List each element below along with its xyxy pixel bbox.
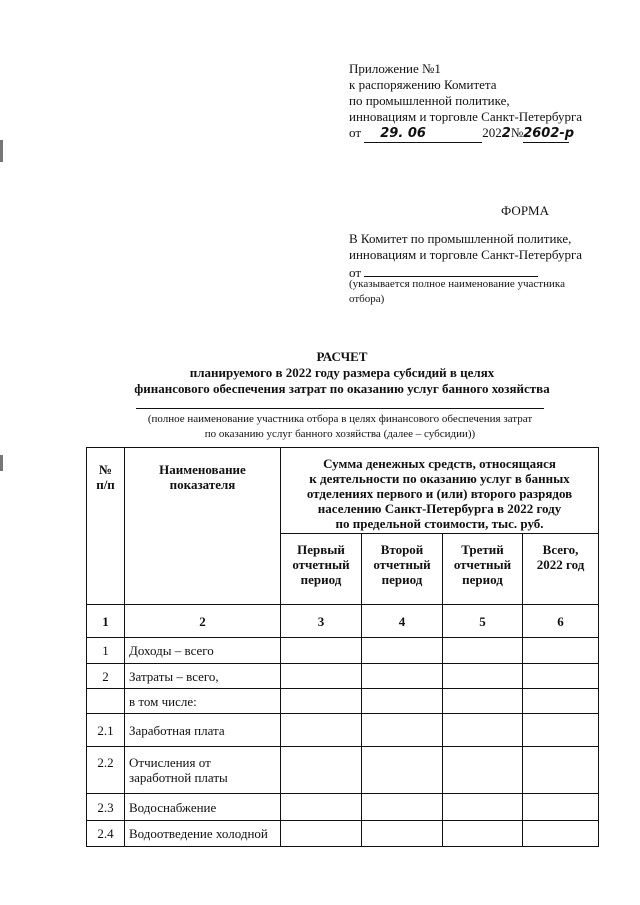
data-cell <box>362 747 443 794</box>
column-number: 2 <box>125 605 281 638</box>
header-period-line: отчетный <box>292 557 350 572</box>
data-cell <box>443 714 523 747</box>
data-cell <box>523 794 599 821</box>
header-group-line: Сумма денежных средств, относящаяся <box>323 456 556 471</box>
header-group-line: по предельной стоимости, тыс. руб. <box>335 516 544 531</box>
header-name-line: Наименование <box>159 462 246 477</box>
header-period-line: период <box>462 572 503 587</box>
data-cell <box>523 664 599 689</box>
row-label: в том числе: <box>125 689 281 714</box>
data-cell <box>281 689 362 714</box>
header-period-line: период <box>381 572 423 587</box>
data-cell <box>362 714 443 747</box>
header-group <box>281 448 599 534</box>
header-period-line: 2022 год <box>536 557 585 572</box>
handwritten-date: 29. 06 <box>380 126 426 141</box>
data-cell <box>443 638 523 664</box>
data-cell <box>362 664 443 689</box>
row-label: Затраты – всего, <box>125 664 281 689</box>
header-period-line: Первый <box>297 542 345 557</box>
title-line: финансового обеспечения затрат по оказанию услуг банного хозяйства <box>134 381 550 396</box>
table-row <box>87 821 599 847</box>
header-group-line: населению Санкт-Петербурга в 2022 году <box>317 501 562 516</box>
data-cell <box>523 821 599 847</box>
column-number: 4 <box>362 605 443 638</box>
column-numbers-row <box>87 605 599 638</box>
addressee-blank-field <box>364 263 538 277</box>
handwritten-number: 2602-р <box>523 126 575 141</box>
data-cell <box>523 714 599 747</box>
row-number: 2.1 <box>87 714 125 747</box>
participant-note-line: по оказанию услуг банного хозяйства (далее – субсидии)) <box>204 428 476 440</box>
data-cell <box>281 747 362 794</box>
row-number <box>87 689 125 714</box>
data-cell <box>443 747 523 794</box>
header-period-2 <box>362 534 443 605</box>
scan-edge-mark <box>0 455 3 471</box>
calculation-table <box>86 447 599 847</box>
header-total-2022 <box>523 534 599 605</box>
data-cell <box>281 794 362 821</box>
data-cell <box>362 821 443 847</box>
data-cell <box>523 689 599 714</box>
row-label: Доходы – всего <box>125 638 281 664</box>
data-cell <box>443 794 523 821</box>
header-group-line: отделениях первого и (или) второго разрядов <box>306 486 573 501</box>
table-row <box>87 747 599 794</box>
addressee-line: инновациям и торговле Санкт-Петербурга <box>349 247 583 262</box>
appendix-from-prefix: от <box>349 125 362 140</box>
column-number: 6 <box>523 605 599 638</box>
data-cell <box>281 714 362 747</box>
data-cell <box>362 794 443 821</box>
row-number: 2.2 <box>87 747 125 794</box>
document-title <box>86 349 598 397</box>
column-number: 3 <box>281 605 362 638</box>
table-row <box>87 664 599 689</box>
header-period-1 <box>281 534 362 605</box>
header-period-line: Всего, <box>542 542 579 557</box>
appendix-line: Приложение №1 <box>349 61 441 76</box>
row-number: 2.3 <box>87 794 125 821</box>
addressee-note-line: (указывается полное наименование участника <box>349 278 565 290</box>
table-row <box>87 714 599 747</box>
addressee-note-line: отбора) <box>349 293 385 305</box>
appendix-number-sign: № <box>510 125 524 140</box>
title-main: РАСЧЕТ <box>316 349 368 364</box>
data-cell <box>443 821 523 847</box>
header-period-line: отчетный <box>373 557 431 572</box>
row-number: 2.4 <box>87 821 125 847</box>
appendix-line: по промышленной политике, <box>349 93 510 108</box>
table-row <box>87 638 599 664</box>
data-cell <box>362 689 443 714</box>
header-period-3 <box>443 534 523 605</box>
appendix-date-field <box>364 125 482 143</box>
scan-edge-mark <box>0 140 3 162</box>
form-label: ФОРМА <box>501 203 549 218</box>
header-no-line: № <box>98 462 113 477</box>
header-group-line: к деятельности по оказанию услуг в банных <box>309 471 570 486</box>
data-cell <box>281 638 362 664</box>
row-label: Отчисления от заработной платы <box>125 747 281 794</box>
header-period-line: период <box>300 572 342 587</box>
participant-note <box>120 412 560 442</box>
handwritten-year: 2 <box>501 126 511 141</box>
table-row <box>87 689 599 714</box>
row-number: 2 <box>87 664 125 689</box>
row-number: 1 <box>87 638 125 664</box>
participant-blank-line <box>136 408 544 409</box>
header-name <box>125 448 281 605</box>
table-row <box>87 794 599 821</box>
addressee-from-prefix: от <box>349 265 362 280</box>
data-cell <box>523 747 599 794</box>
header-no-line: п/п <box>96 477 115 492</box>
data-cell <box>362 638 443 664</box>
participant-note-line: (полное наименование участника отбора в целях финансового обеспечения затрат <box>147 413 533 425</box>
header-period-line: Второй <box>380 542 424 557</box>
appendix-number-field <box>523 125 575 143</box>
data-cell <box>281 664 362 689</box>
data-cell <box>443 689 523 714</box>
header-name-line: показателя <box>169 477 236 492</box>
title-line: планируемого в 2022 году размера субсидий в целях <box>189 365 495 380</box>
appendix-block <box>349 61 609 143</box>
row-label: Водоотведение холодной <box>125 821 281 847</box>
appendix-line: инновациям и торговле Санкт-Петербурга <box>349 109 583 124</box>
addressee-block <box>349 231 609 281</box>
header-no <box>87 448 125 605</box>
row-label: Водоснабжение <box>125 794 281 821</box>
addressee-note <box>349 277 609 307</box>
column-number: 1 <box>87 605 125 638</box>
row-label: Заработная плата <box>125 714 281 747</box>
addressee-line: В Комитет по промышленной политике, <box>349 231 572 246</box>
data-cell <box>443 664 523 689</box>
data-cell <box>523 638 599 664</box>
appendix-date-line <box>349 125 609 143</box>
appendix-line: к распоряжению Комитета <box>349 77 497 92</box>
header-period-line: Третий <box>461 542 504 557</box>
header-period-line: отчетный <box>453 557 512 572</box>
appendix-year-prefix: 202 <box>482 125 502 140</box>
column-number: 5 <box>443 605 523 638</box>
data-cell <box>281 821 362 847</box>
